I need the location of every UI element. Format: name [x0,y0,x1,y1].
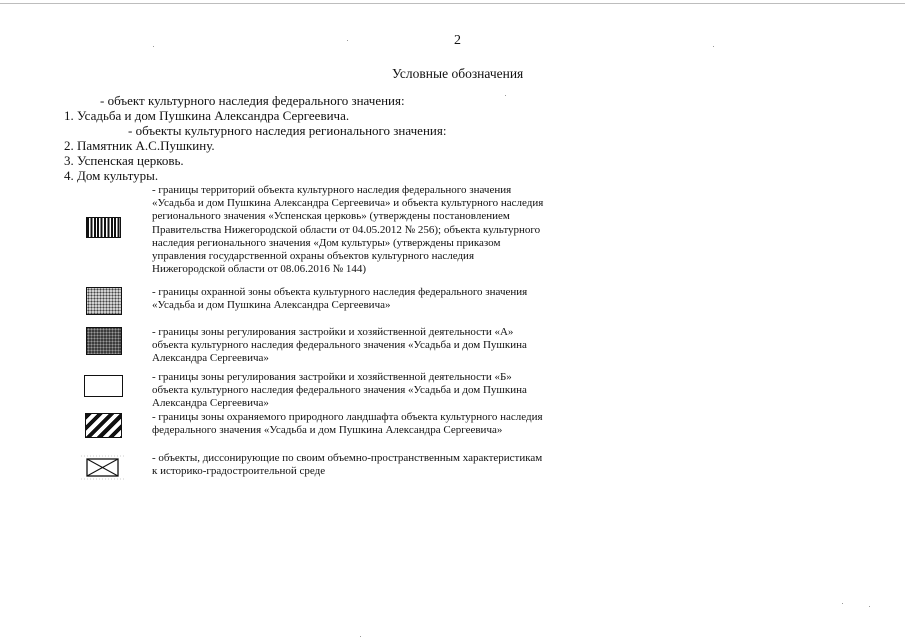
legend-entry-1 [152,184,544,276]
legend-entry-2 [152,286,544,312]
scan-speck [347,40,348,41]
legend-line: Александра Сергеевича» [152,397,269,410]
legend-entry-5 [152,411,544,437]
legend-line: - границы зоны регулирования застройки и хозяйственной деятельности «Б» [152,371,512,383]
page-title: Условные обозначения [392,66,524,81]
page-number: 2 [454,33,461,48]
legend-line: - границы зоны регулирования застройки и хозяйственной деятельности «А» [152,326,514,338]
legend-entry-3 [152,326,544,366]
heritage-item-4: 4. Дом культуры. [64,168,159,183]
legend-line: регионального значения «Успенская церковь» (утверждены постановлением [152,210,510,223]
legend-line: к историко-градостроительной среде [152,465,326,478]
legend-line: «Усадьба и дом Пушкина Александра Сергеевича» [152,299,391,312]
legend-line: «Усадьба и дом Пушкина Александра Сергеевича» и объекта культурного наследия [152,197,544,210]
legend-line: Правительства Нижегородской области от 04.05.2012 № 256); объекта культурного [152,223,541,236]
legend-line: федерального значения «Усадьба и дом Пушкина Александра Сергеевича» [152,424,503,437]
scan-speck [360,636,361,637]
legend-line: объекта культурного наследия федерального значения «Усадьба и дом Пушкина [152,339,527,352]
heritage-item-2: 2. Памятник А.С.Пушкину. [64,138,215,153]
scan-speck [869,606,870,607]
scan-edge-line [0,3,905,4]
dense-stipple-swatch-icon [86,327,122,355]
legend-line: - границы территорий объекта культурного наследия федерального значения [152,184,512,196]
legend-line: объекта культурного наследия федерального значения «Усадьба и дом Пушкина [152,384,527,397]
light-stipple-swatch-icon [86,287,122,315]
federal-heritage-label: - объект культурного наследия федерального значения: [100,93,405,108]
legend-line: - границы зоны охраняемого природного ландшафта объекта культурного наследия [152,411,543,423]
empty-rectangle-swatch-icon [84,375,123,397]
legend-line: наследия регионального значения «Дом культуры» (утверждены приказом [152,236,501,249]
scan-speck [505,95,506,96]
legend-entry-4 [152,371,544,411]
scan-speck [842,603,843,604]
legend-line: - границы охранной зоны объекта культурного наследия федерального значения [152,286,528,298]
scan-speck [713,46,714,47]
heritage-item-3: 3. Успенская церковь. [64,153,184,168]
diagonal-hatch-swatch-icon [85,413,122,438]
scan-speck [153,46,154,47]
heritage-item-1: 1. Усадьба и дом Пушкина Александра Сергеевича. [64,108,350,123]
crossed-box-swatch-icon [81,455,124,480]
vertical-hatch-swatch-icon [86,217,121,238]
legend-line: - объекты, диссонирующие по своим объемно-пространственным характеристикам [152,452,543,464]
legend-line: Нижегородской области от 08.06.2016 № 144) [152,263,367,276]
legend-line: Александра Сергеевича» [152,352,269,365]
legend-entry-6 [152,452,544,478]
regional-heritage-label: - объекты культурного наследия регионального значения: [128,123,447,138]
legend-line: управления государственной охраны объектов культурного наследия [152,250,475,263]
